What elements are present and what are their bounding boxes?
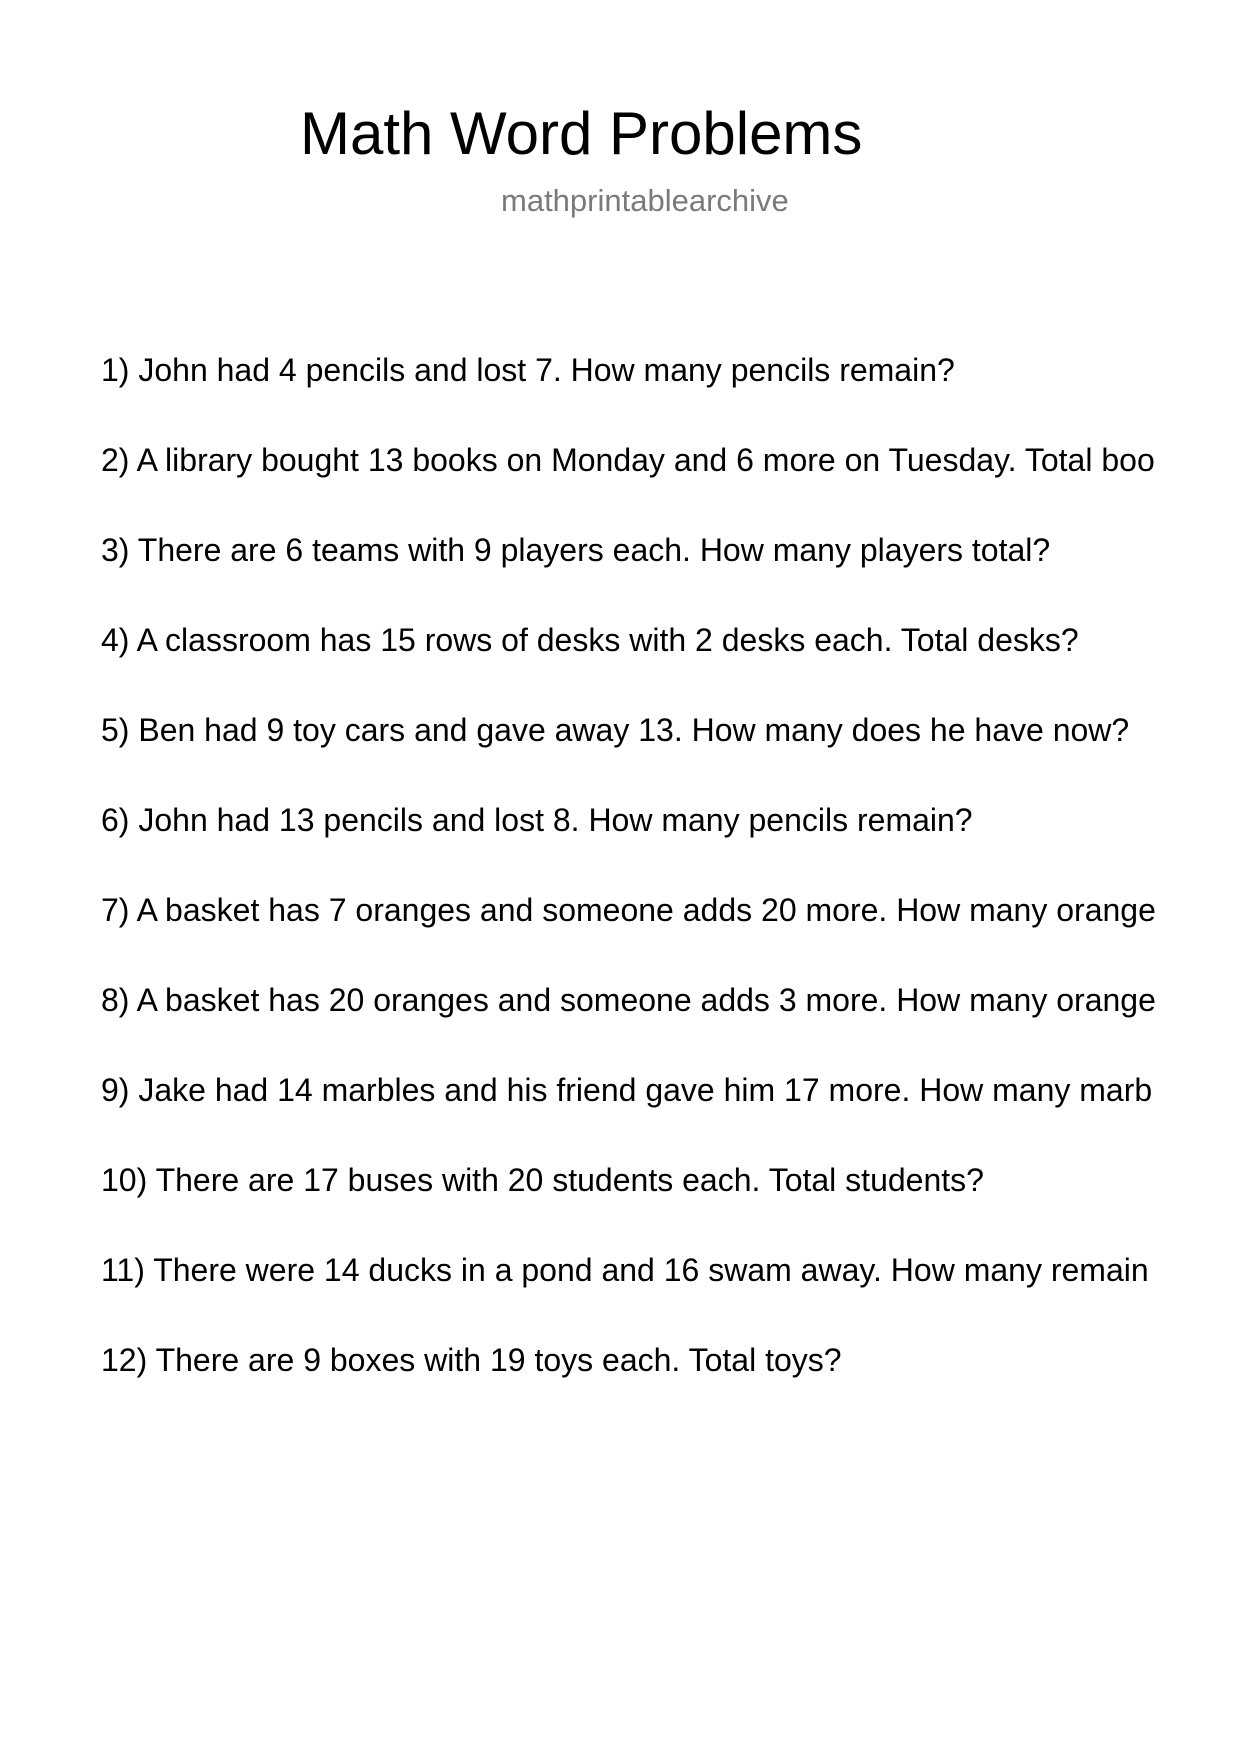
problem-item: 9) Jake had 14 marbles and his friend gave him 17 more. How many marb xyxy=(101,1072,1153,1108)
problem-item: 6) John had 13 pencils and lost 8. How many pencils remain? xyxy=(101,802,973,838)
problem-item: 2) A library bought 13 books on Monday and 6 more on Tuesday. Total boo xyxy=(101,442,1155,478)
problem-item: 12) There are 9 boxes with 19 toys each. Total toys? xyxy=(101,1342,842,1378)
problem-item: 10) There are 17 buses with 20 students each. Total students? xyxy=(101,1162,984,1198)
problem-item: 1) John had 4 pencils and lost 7. How many pencils remain? xyxy=(101,352,955,388)
problem-item: 7) A basket has 7 oranges and someone adds 20 more. How many orange xyxy=(101,892,1156,928)
page-subtitle: mathprintablearchive xyxy=(501,183,789,218)
problem-item: 4) A classroom has 15 rows of desks with 2 desks each. Total desks? xyxy=(101,622,1079,658)
problem-item: 3) There are 6 teams with 9 players each. How many players total? xyxy=(101,532,1051,568)
problem-item: 8) A basket has 20 oranges and someone adds 3 more. How many orange xyxy=(101,982,1156,1018)
problem-item: 11) There were 14 ducks in a pond and 16 swam away. How many remain xyxy=(101,1252,1149,1288)
problem-item: 5) Ben had 9 toy cars and gave away 13. How many does he have now? xyxy=(101,712,1130,748)
problem-list xyxy=(101,350,1240,1430)
page-title: Math Word Problems xyxy=(300,100,863,167)
